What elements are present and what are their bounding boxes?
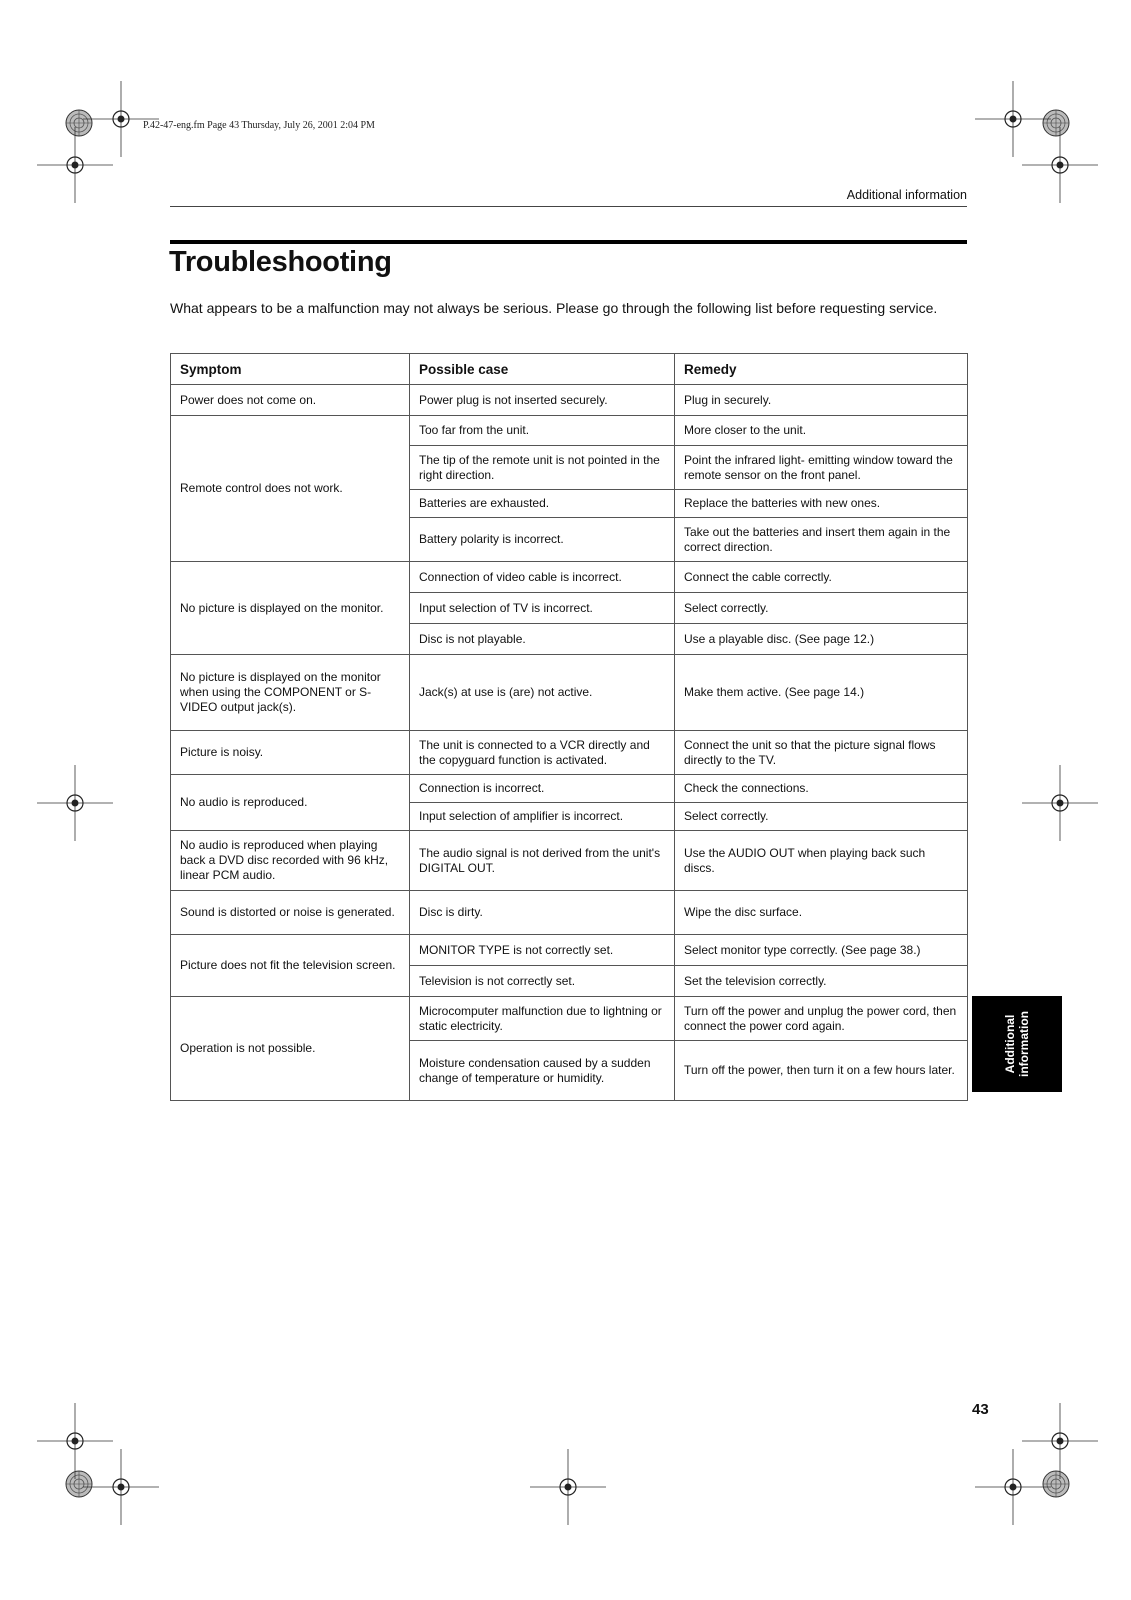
remedy-cell: More closer to the unit. xyxy=(675,416,968,446)
case-cell: Connection of video cable is incorrect. xyxy=(410,562,675,593)
remedy-cell: Set the television correctly. xyxy=(675,966,968,997)
case-cell: Connection is incorrect. xyxy=(410,775,675,803)
case-cell: Input selection of amplifier is incorrect. xyxy=(410,803,675,831)
case-cell: MONITOR TYPE is not correctly set. xyxy=(410,935,675,966)
case-cell: Batteries are exhausted. xyxy=(410,490,675,518)
remedy-cell: Connect the unit so that the picture signal flows directly to the TV. xyxy=(675,731,968,775)
table-row xyxy=(171,891,968,935)
case-cell: Power plug is not inserted securely. xyxy=(410,385,675,416)
case-cell: Moisture condensation caused by a sudden change of temperature or humidity. xyxy=(410,1041,675,1101)
symptom-cell: Operation is not possible. xyxy=(171,997,410,1101)
case-cell: Disc is not playable. xyxy=(410,624,675,655)
title-rule xyxy=(170,240,967,244)
remedy-cell: Connect the cable correctly. xyxy=(675,562,968,593)
symptom-cell: Remote control does not work. xyxy=(171,416,410,562)
remedy-cell: Turn off the power and unplug the power cord, then connect the power cord again. xyxy=(675,997,968,1041)
side-tab xyxy=(972,996,1062,1092)
section-header: Additional information xyxy=(170,188,967,207)
case-cell: The unit is connected to a VCR directly and the copyguard function is activated. xyxy=(410,731,675,775)
case-cell: Input selection of TV is incorrect. xyxy=(410,593,675,624)
symptom-cell: No picture is displayed on the monitor. xyxy=(171,562,410,655)
file-info: P.42-47-eng.fm Page 43 Thursday, July 26, 2001 2:04 PM xyxy=(143,120,375,131)
case-cell: Too far from the unit. xyxy=(410,416,675,446)
table-row xyxy=(171,997,968,1041)
remedy-cell: Make them active. (See page 14.) xyxy=(675,655,968,731)
remedy-cell: Plug in securely. xyxy=(675,385,968,416)
remedy-cell: Use the AUDIO OUT when playing back such discs. xyxy=(675,831,968,891)
table-header-row xyxy=(171,354,968,385)
symptom-header: Symptom xyxy=(171,354,410,385)
case-cell: Disc is dirty. xyxy=(410,891,675,935)
possible-case-header: Possible case xyxy=(410,354,675,385)
remedy-cell: Turn off the power, then turn it on a few hours later. xyxy=(675,1041,968,1101)
remedy-cell: Replace the batteries with new ones. xyxy=(675,490,968,518)
case-cell: Battery polarity is incorrect. xyxy=(410,518,675,562)
table-row xyxy=(171,416,968,446)
case-cell: Microcomputer malfunction due to lightning or static electricity. xyxy=(410,997,675,1041)
table-row xyxy=(171,935,968,966)
intro-text: What appears to be a malfunction may not always be serious. Please go through the following list before requesting service. xyxy=(170,300,938,316)
table-row xyxy=(171,385,968,416)
table-row xyxy=(171,731,968,775)
remedy-cell: Use a playable disc. (See page 12.) xyxy=(675,624,968,655)
table-row xyxy=(171,831,968,891)
symptom-cell: Picture does not fit the television screen. xyxy=(171,935,410,997)
symptom-cell: Power does not come on. xyxy=(171,385,410,416)
table-row xyxy=(171,562,968,593)
remedy-cell: Take out the batteries and insert them again in the correct direction. xyxy=(675,518,968,562)
symptom-cell: Sound is distorted or noise is generated. xyxy=(171,891,410,935)
remedy-cell: Point the infrared light- emitting window toward the remote sensor on the front panel. xyxy=(675,446,968,490)
symptom-cell: No audio is reproduced. xyxy=(171,775,410,831)
symptom-cell: Picture is noisy. xyxy=(171,731,410,775)
page-title: Troubleshooting xyxy=(169,246,392,278)
symptom-cell: No audio is reproduced when playing back a DVD disc recorded with 96 kHz, linear PCM audio. xyxy=(171,831,410,891)
case-cell: Television is not correctly set. xyxy=(410,966,675,997)
remedy-cell: Select correctly. xyxy=(675,593,968,624)
remedy-cell: Select monitor type correctly. (See page 38.) xyxy=(675,935,968,966)
table-row xyxy=(171,775,968,803)
case-cell: Jack(s) at use is (are) not active. xyxy=(410,655,675,731)
side-tab-label: Additional information xyxy=(1003,1011,1031,1077)
remedy-cell: Select correctly. xyxy=(675,803,968,831)
symptom-cell: No picture is displayed on the monitor when using the COMPONENT or S-VIDEO output jack(s). xyxy=(171,655,410,731)
remedy-cell: Check the connections. xyxy=(675,775,968,803)
troubleshooting-table xyxy=(170,353,968,1101)
page-number: 43 xyxy=(972,1401,989,1418)
table-row xyxy=(171,655,968,731)
case-cell: The tip of the remote unit is not pointed in the right direction. xyxy=(410,446,675,490)
remedy-cell: Wipe the disc surface. xyxy=(675,891,968,935)
remedy-header: Remedy xyxy=(675,354,968,385)
case-cell: The audio signal is not derived from the unit's DIGITAL OUT. xyxy=(410,831,675,891)
